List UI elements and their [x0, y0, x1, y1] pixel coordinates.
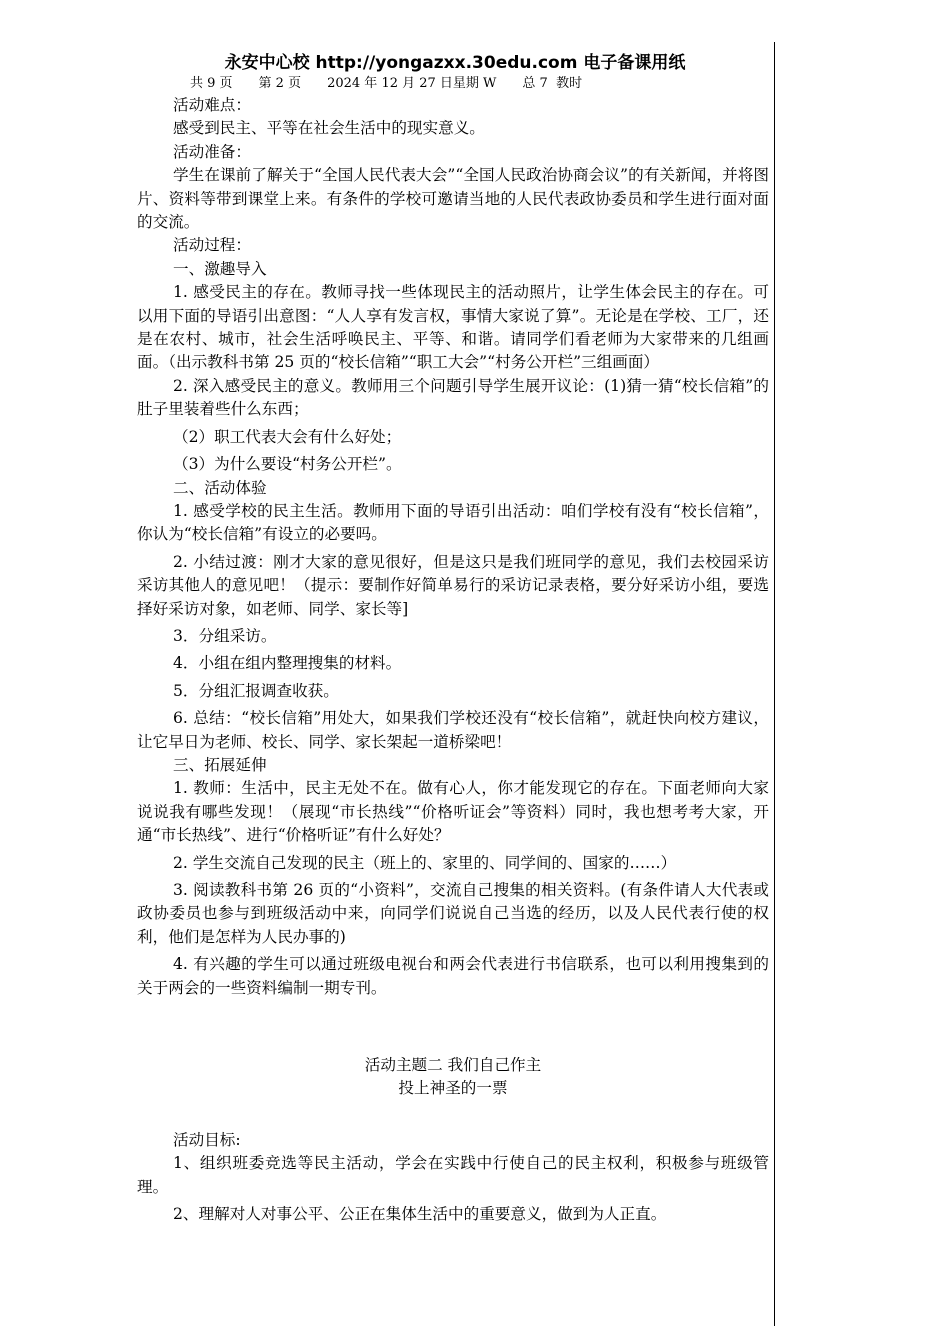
paragraph: 活动难点： [173, 96, 251, 114]
paragraph: 1. 教师：生活中，民主无处不在。做有心人，你才能发现它的存在。下面老师向大家说说我有哪些发现！（展现“市长热线”“价格听证会”等资料）同时，我也想考考大家，开通“市长热线”、进行“价格听证”有什么好处？ [137, 779, 769, 845]
paragraph: 3．分组采访。 [173, 626, 277, 645]
paragraph: 2、理解对人对事公平、公正在集体生活中的重要意义，做到为人正直。 [173, 1205, 667, 1224]
page-number: 第 2 页 [258, 76, 302, 91]
document-body [137, 94, 769, 1226]
page-header-meta [190, 72, 608, 91]
paragraph: 1. 感受民主的存在。教师寻找一些体现民主的活动照片，让学生体会民主的存在。可以用下面的导语引出意图：“人人享有发言权，事情大家说了算”。无论是在学校、工厂，还是在农村、城市，社会生活呼唤民主、平等、和谐。请同学们看老师为大家带来的几组画面。（出示教科书第 25 页的“校长信箱”“职工大会”“村务公开栏”三组画面） [137, 283, 769, 372]
paragraph: 6. 总结：“校长信箱”用处大，如果我们学校还没有“校长信箱”，就赶快向校方建议，让它早日为老师、校长、同学、家长架起一道桥梁吧！ [137, 709, 769, 751]
section-heading: 三、拓展延伸 [173, 755, 267, 774]
paragraph: 感受到民主、平等在社会生活中的现实意义。 [173, 119, 485, 138]
paragraph: （2）职工代表大会有什么好处； [173, 427, 402, 446]
paragraph: 2. 学生交流自己发现的民主（班上的、家里的、同学间的、国家的……） [173, 853, 677, 872]
paragraph: 活动目标: [173, 1130, 241, 1149]
paragraph: 2. 深入感受民主的意义。教师用三个问题引导学生展开议论：(1)猜一猜“校长信箱”的肚子里装着些什么东西； [137, 376, 769, 419]
section-heading: 二、活动体验 [173, 478, 267, 497]
paragraph: 5．分组汇报调查收获。 [173, 681, 339, 700]
section-heading: 一、激趣导入 [173, 259, 267, 278]
paragraph: 活动过程： [173, 236, 251, 255]
paragraph: 学生在课前了解关于“全国人民代表大会”“全国人民政治协商会议”的有关新闻，并将图片、资料等带到课堂上来。有条件的学校可邀请当地的人民代表政协委员和学生进行面对面的交流。 [137, 166, 769, 232]
paragraph: 3. 阅读教科书第 26 页的“小资料”，交流自己搜集的相关资料。(有条件请人大代表或政协委员也参与到班级活动中来，向同学们说说自己当选的经历，以及人民代表行使的权利，他们是怎样为人民办事的) [137, 881, 769, 946]
paragraph: 2. 小结过渡：刚才大家的意见很好，但是这只是我们班同学的意见，我们去校园采访采访其他人的意见吧！（提示：要制作好简单易行的采访记录表格，要分好采访小组，要选择好采访对象，如老师、同学、家长等] [137, 552, 769, 618]
page-margin-line [774, 42, 775, 1326]
paragraph: （3）为什么要设“村务公开栏”。 [173, 455, 402, 474]
theme-title: 活动主题二 我们自己作主 [364, 1056, 542, 1075]
paragraph: 1. 感受学校的民主生活。教师用下面的导语引出活动：咱们学校有没有“校长信箱”，你认为“校长信箱”有设立的必要吗。 [137, 501, 769, 544]
date: 2024 年 12 月 27 日星期 W [327, 76, 497, 91]
paragraph: 4. 有兴趣的学生可以通过班级电视台和两会代表进行书信联系，也可以利用搜集到的关于两会的一些资料编制一期专刊。 [137, 955, 769, 997]
paragraph: 4．小组在组内整理搜集的材料。 [173, 654, 402, 673]
paragraph: 1、组织班委竞选等民主活动，学会在实践中行使自己的民主权利，积极参与班级管理。 [137, 1154, 769, 1196]
page-header-title: 永安中心校 http://yongazxx.30edu.com 电子备课用纸 [224, 53, 686, 73]
total-lessons: 总 7 教时 [522, 76, 583, 91]
theme-subtitle: 投上神圣的一票 [398, 1079, 508, 1098]
total-pages: 共 9 页 [190, 76, 233, 91]
paragraph: 活动准备： [173, 142, 251, 161]
